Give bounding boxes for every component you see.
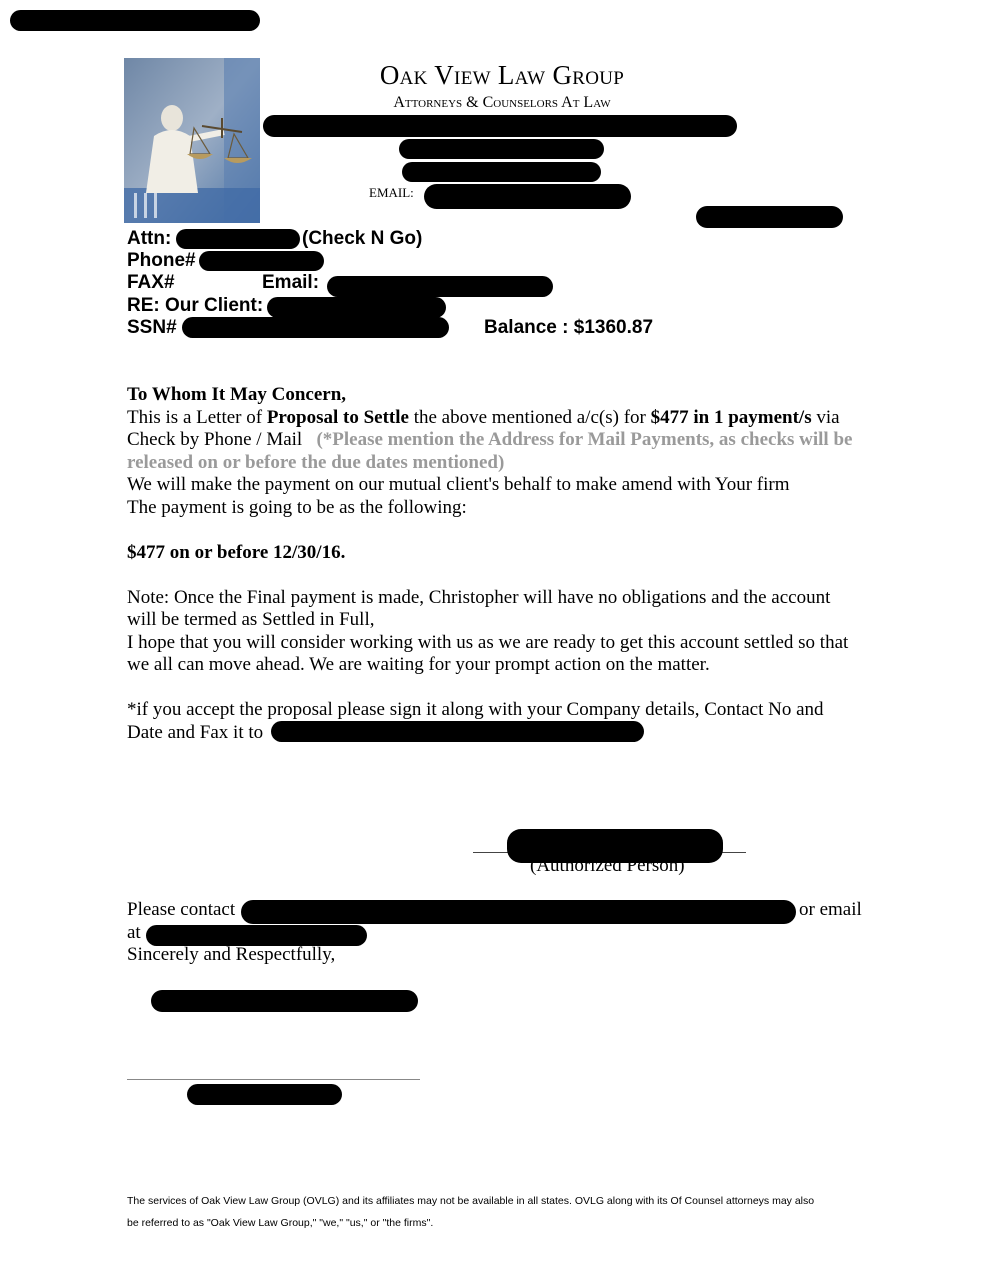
hope-line-2: we all can move ahead. We are waiting for your prompt action on the matter.	[127, 654, 710, 675]
footer-line-1: The services of Oak View Law Group (OVLG) and its affiliates may not be available in all states. OVLG along with its Of Counsel attorneys may also	[127, 1195, 815, 1207]
salutation: To Whom It May Concern,	[127, 384, 347, 405]
behalf-line: We will make the payment on our mutual client's behalf to make amend with Your firm	[127, 474, 790, 495]
redaction-top-left	[10, 10, 260, 31]
payment-schedule: $477 on or before 12/30/16.	[127, 541, 346, 563]
ssn-label: SSN#	[127, 317, 177, 338]
redaction-phone	[199, 251, 324, 271]
redaction-firm-email	[424, 184, 631, 209]
redaction-firm-city	[399, 139, 604, 159]
redaction-sender-signature	[151, 990, 418, 1012]
contact-label: Please contact	[127, 899, 236, 920]
re-client-label: RE: Our Client:	[127, 295, 264, 316]
attn-label: Attn:	[127, 228, 172, 249]
mail-note-line: released on or before the due dates mentioned)	[127, 451, 505, 473]
redaction-attn	[176, 229, 300, 249]
accept-line-1: *if you accept the proposal please sign it along with your Company details, Contact No and	[127, 699, 824, 720]
hope-line-1: I hope that you will consider working with us as we are ready to get this account settled so that	[127, 631, 849, 653]
authorized-person-label: (Authorized Person)	[530, 855, 685, 876]
lady-justice-logo	[124, 58, 260, 223]
attn-company: (Check N Go)	[302, 228, 423, 249]
or-email-label: or email	[799, 899, 862, 920]
fax-label: FAX#	[127, 272, 175, 293]
note-line-1: Note: Once the Final payment is made, Christopher will have no obligations and the account	[127, 586, 831, 608]
redaction-sender-name	[187, 1084, 342, 1105]
footer-disclaimer	[127, 1190, 887, 1234]
email-label: Email:	[262, 272, 320, 293]
closing: Sincerely and Respectfully,	[127, 944, 336, 965]
redaction-email	[327, 276, 553, 297]
firm-subtitle: Attorneys & Counselors At Law	[393, 94, 611, 111]
redaction-client	[267, 297, 446, 318]
footer-line-2: be referred to as "Oak View Law Group," "we," "us," or "the firms".	[127, 1217, 434, 1229]
phone-label: Phone#	[127, 250, 196, 271]
at-label: at	[127, 922, 141, 943]
payment-method-line: Check by Phone / Mail (*Please mention the Address for Mail Payments, as checks will be	[127, 429, 853, 450]
note-line-2: will be termed as Settled in Full,	[127, 609, 375, 630]
letter-body	[127, 384, 887, 744]
balance: Balance : $1360.87	[484, 317, 654, 338]
redaction-ssn	[182, 317, 449, 338]
redaction-fax-number	[271, 721, 644, 742]
redaction-contact	[241, 900, 796, 924]
firm-name: Oak View Law Group	[379, 60, 625, 90]
following-line: The payment is going to be as the following:	[127, 496, 467, 518]
redaction-firm-phone	[402, 162, 601, 182]
firm-email-label: EMAIL:	[369, 185, 414, 200]
redaction-contact-email	[146, 925, 367, 946]
redaction-firm-address	[263, 115, 737, 137]
redaction-date	[696, 206, 843, 228]
proposal-line: This is a Letter of Proposal to Settle the above mentioned a/c(s) for $477 in 1 payment/s via	[127, 406, 840, 428]
accept-line-2: Date and Fax it to	[127, 721, 264, 743]
sender-signature-line	[127, 1079, 420, 1080]
